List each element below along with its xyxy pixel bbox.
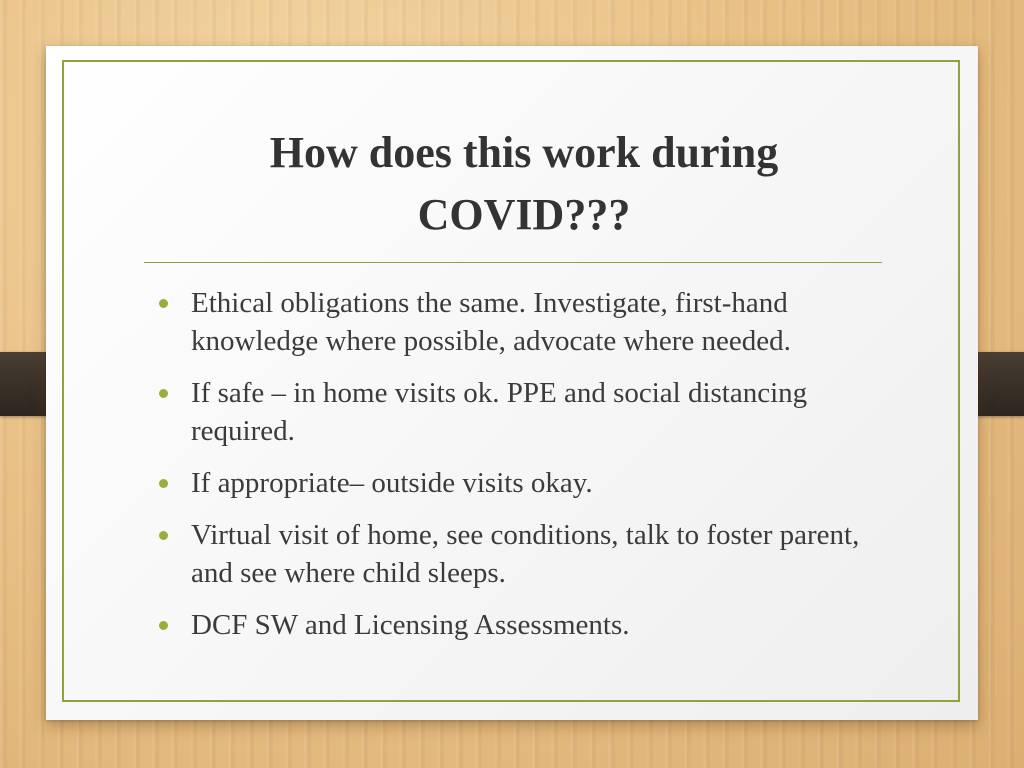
bullet-dot-icon <box>159 389 168 398</box>
slide-title <box>154 122 894 246</box>
bullet-item <box>142 464 902 502</box>
slide-title-line-1: How does this work during <box>269 128 779 177</box>
bullet-text: Ethical obligations the same. Investigate, first-hand knowledge where possible, advocate where needed. <box>191 287 791 357</box>
bullet-text: If appropriate– outside visits okay. <box>191 467 593 499</box>
bullet-text: Virtual visit of home, see conditions, talk to foster parent, and see where child sleeps. <box>191 519 860 589</box>
bullet-list <box>142 284 902 658</box>
bullet-item <box>142 284 902 360</box>
bullet-dot-icon <box>159 531 168 540</box>
slide-card <box>46 46 978 720</box>
bullet-text: DCF SW and Licensing Assessments. <box>191 609 630 641</box>
title-divider <box>144 262 882 263</box>
bullet-text: If safe – in home visits ok. PPE and social distancing required. <box>191 377 808 447</box>
bullet-item <box>142 374 902 450</box>
bullet-item <box>142 606 902 644</box>
bullet-item <box>142 516 902 592</box>
slide-title-line-2: COVID??? <box>417 190 631 239</box>
slide-border <box>62 60 960 702</box>
bullet-dot-icon <box>159 621 168 630</box>
bullet-dot-icon <box>159 299 168 308</box>
bullet-dot-icon <box>159 479 168 488</box>
